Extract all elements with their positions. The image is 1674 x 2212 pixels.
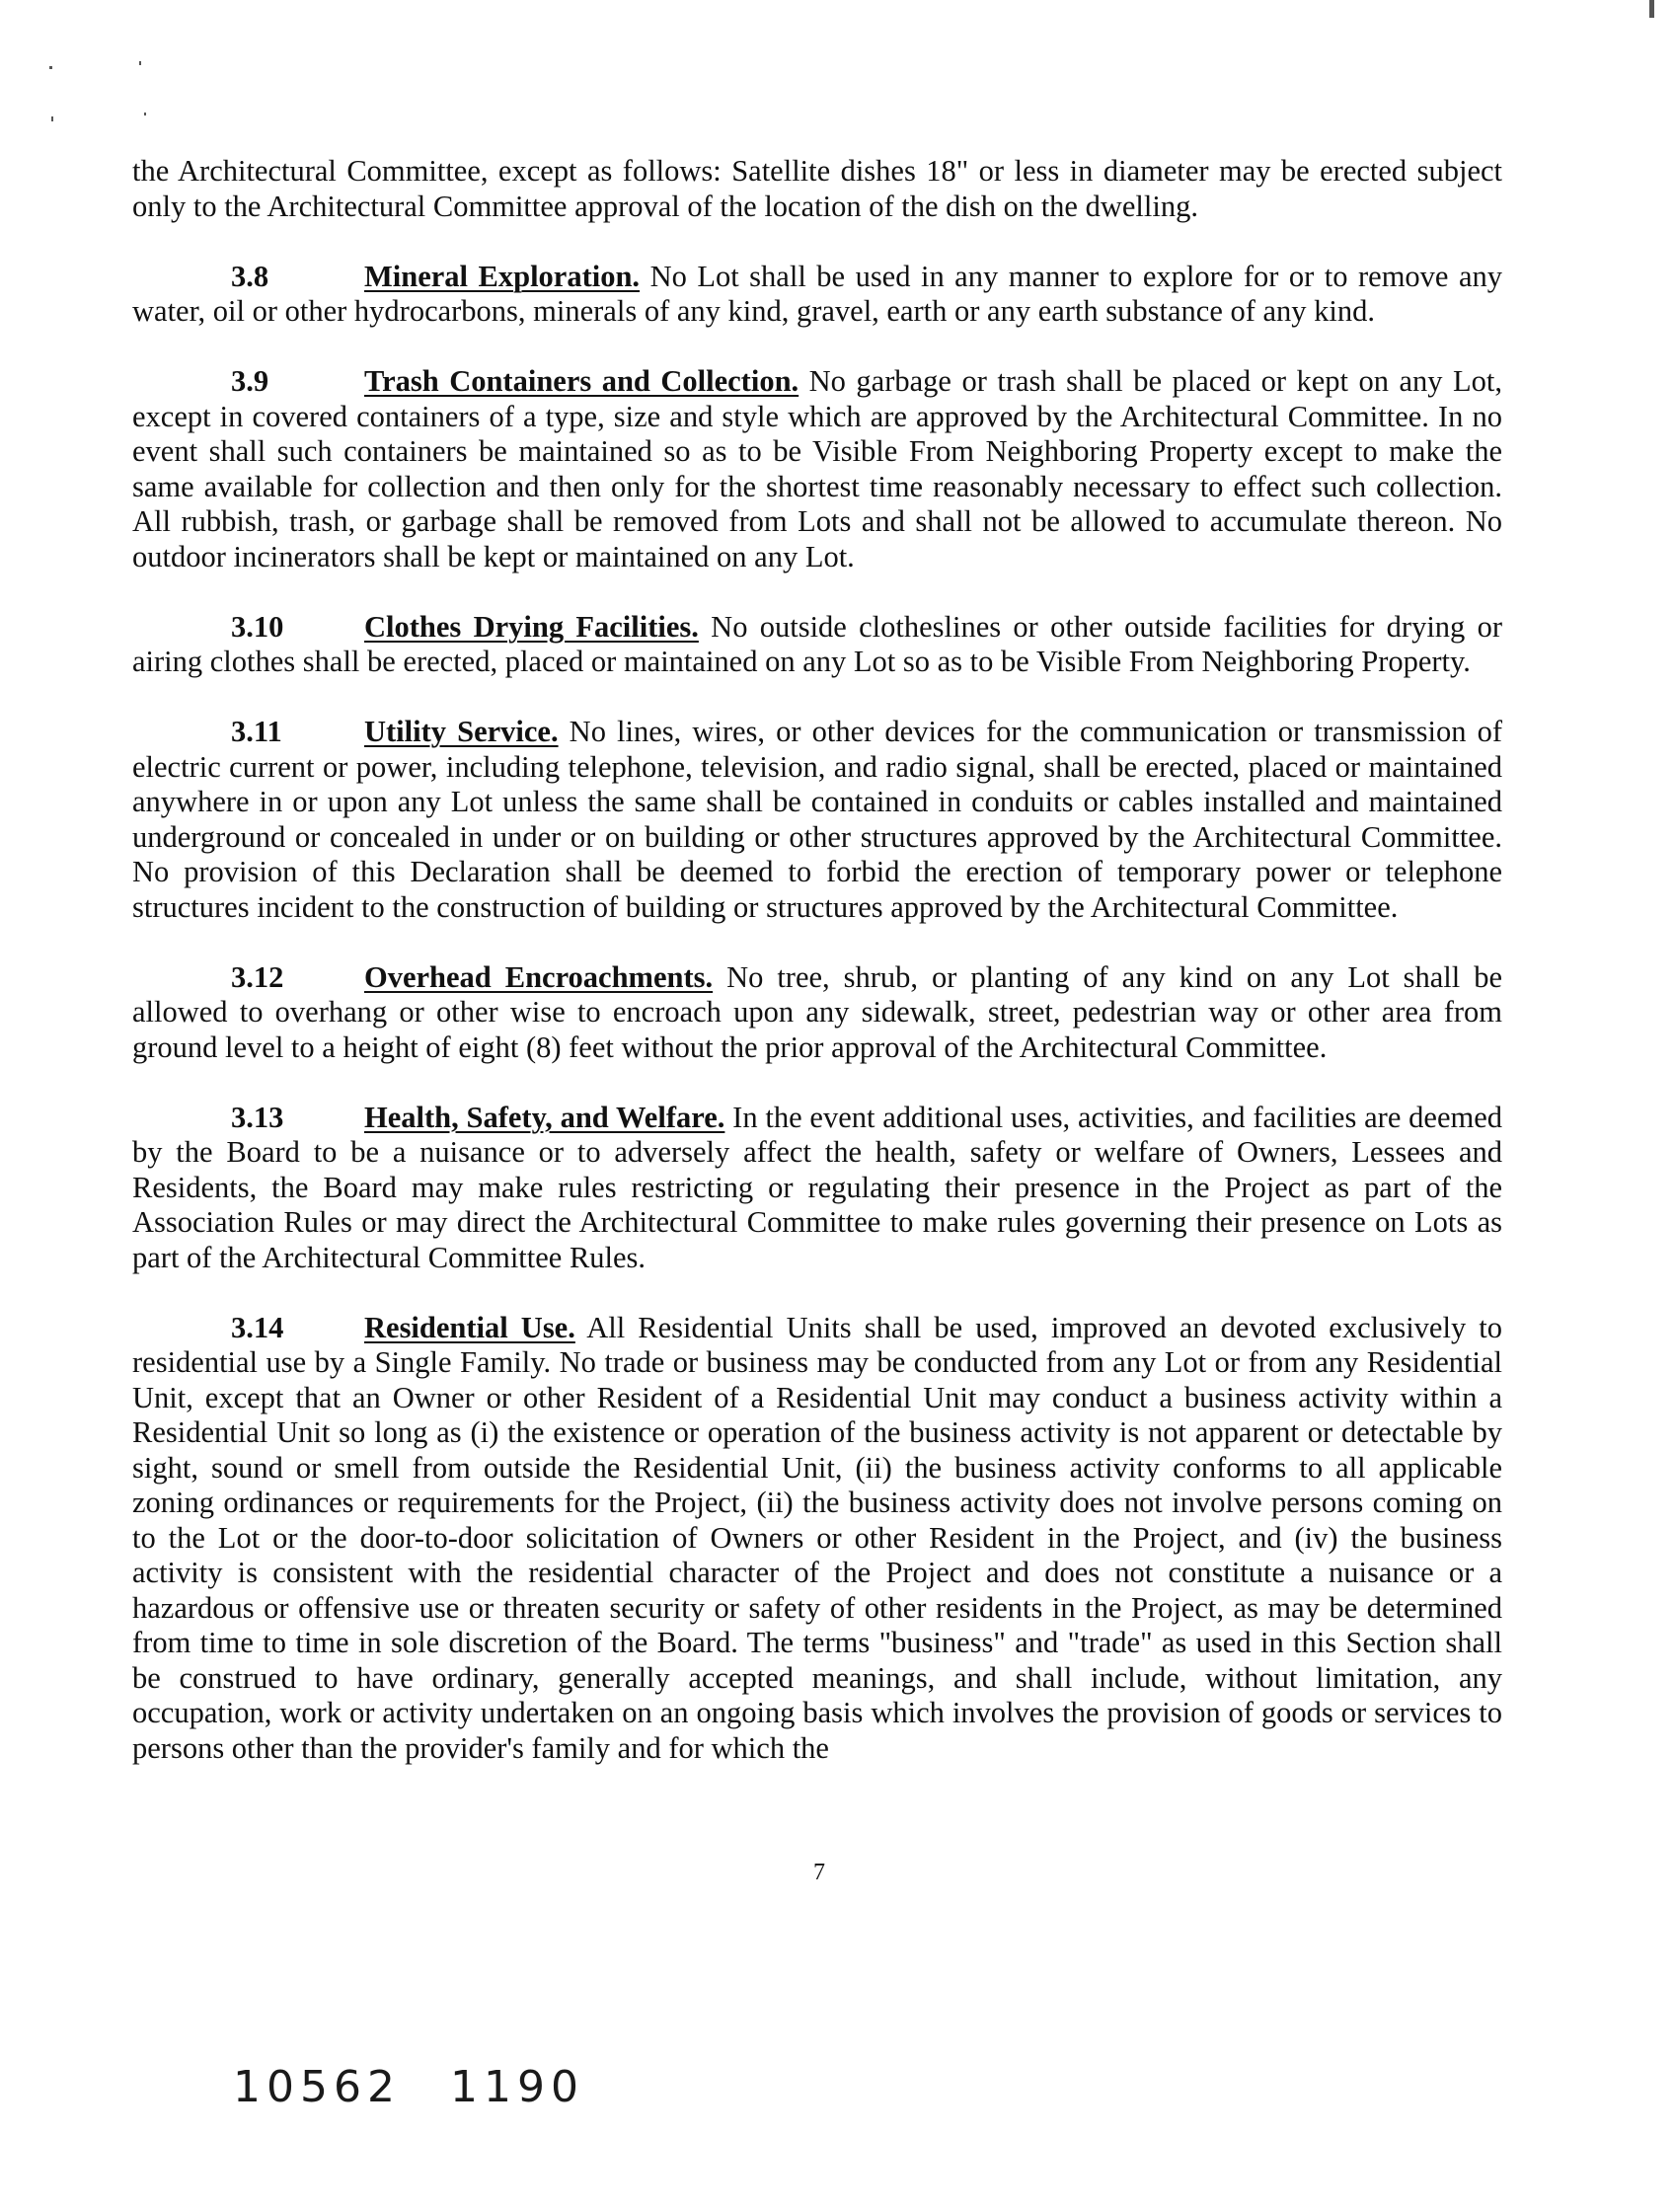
section-text: No tree, shrub, or planting of any kind on any Lot shall be allowed to overhang or other wise to encroach upon any sidewalk, street, pedestrian way or other area from ground level to a height of eight (8) feet without the prior approval of the Architectural Committee. (132, 959, 1503, 1064)
recording-stamp (233, 2063, 584, 2112)
scan-speck (139, 61, 141, 65)
section-title: Trash Containers and Collection. (364, 364, 799, 398)
page-number: 7 (813, 1860, 825, 1885)
scan-speck (49, 66, 52, 69)
recording-page-number: 1190 (449, 2062, 584, 2112)
scan-speck (144, 113, 146, 115)
section-3-9 (132, 364, 1502, 574)
document-body (132, 154, 1502, 1801)
section-title: Utility Service. (364, 715, 559, 748)
section-3-14 (132, 1311, 1502, 1767)
section-3-11 (132, 715, 1502, 925)
section-title: Mineral Exploration. (364, 259, 641, 293)
section-number: 3.9 (231, 364, 269, 398)
section-number: 3.12 (231, 959, 284, 994)
section-3-13 (132, 1101, 1502, 1276)
section-number: 3.13 (231, 1100, 284, 1134)
section-text: All Residential Units shall be used, improved an devoted exclusively to residential use by a Single Family. No trade or business may be conducted from any Lot or from any Residential Unit, except that an Owner or other Resident of a Residential Unit may conduct a business activity within a Residential Unit so long as (i) the existence or operation of the business activity is not apparent or detectable by sight, sound or smell from outside the Residential Unit, (ii) the business activity conforms to all applicable zoning ordinances or requirements for the Project, (ii) the business activity does not involve persons coming on to the Lot or the door-to-door solicitation of Owners or other Resident in the Project, and (iv) the business activity is consistent with the residential character of the Project and does not constitute a nuisance or a hazardous or offensive use or threaten security or safety of other residents in the Project, as may be determined from time to time in sole discretion of the Board. The terms "business" and "trade" as used in this Section shall be construed to have ordinary, generally accepted meanings, and shall include, without limitation, any occupation, work or activity undertaken on an ongoing basis which involves the provision of goods or services to persons other than the provider's family and for which the (132, 1310, 1502, 1765)
section-number: 3.8 (231, 259, 269, 293)
scan-speck (1649, 0, 1654, 18)
section-number: 3.14 (231, 1310, 284, 1344)
section-text: No Lot shall be used in any manner to explore for or to remove any water, oil or other hydrocarbons, minerals of any kind, gravel, earth or any earth substance of any kind. (132, 259, 1503, 328)
section-text: No lines, wires, or other devices for the communication or transmission of electric current or power, including telephone, television, and radio signal, shall be erected, placed or maintained anywhere in or upon any Lot unless the same shall be contained in conduits or cables installed and maintained underground or concealed in under or on building or other structures approved by the Architectural Committee. No provision of this Declaration shall be deemed to forbid the erection of temporary power or telephone structures incident to the construction of building or structures approved by the Architectural Committee. (132, 715, 1502, 924)
section-3-8 (132, 260, 1502, 330)
section-3-12 (132, 960, 1502, 1066)
recording-book-number: 10562 (233, 2062, 401, 2112)
section-text: No outside clotheslines or other outside facilities for drying or airing clothes shall be erected, placed or maintained on any Lot so as to be Visible From Neighboring Property. (132, 609, 1502, 678)
section-number: 3.10 (231, 609, 284, 644)
opening-paragraph: the Architectural Committee, except as follows: Satellite dishes 18" or less in diameter may be erected subject only to the Architectural Committee approval of the location of the dish on the dwelling. (132, 154, 1502, 223)
section-number: 3.11 (231, 715, 282, 748)
section-title: Residential Use. (364, 1310, 575, 1344)
section-text: In the event additional uses, activities, and facilities are deemed by the Board to be a nuisance or to adversely affect the health, safety or welfare of Owners, Lessees and Residents, the Board may make rules restricting or regulating their presence in the Project as part of the Association Rules or may direct the Architectural Committee to make rules governing their presence on Lots as part of the Architectural Committee Rules. (132, 1100, 1502, 1274)
scan-speck (51, 116, 53, 121)
section-title: Clothes Drying Facilities. (364, 609, 699, 644)
section-title: Health, Safety, and Welfare. (364, 1100, 725, 1134)
section-text: No garbage or trash shall be placed or kept on any Lot, except in covered containers of a type, size and style which are approved by the Architectural Committee. In no event shall such containers be maintained so as to be Visible From Neighboring Property except to make the same available for collection and then only for the shortest time reasonably necessary to effect such collection. All rubbish, trash, or garbage shall be removed from Lots and shall not be allowed to accumulate thereon. No outdoor incinerators shall be kept or maintained on any Lot. (132, 364, 1503, 573)
section-title: Overhead Encroachments. (364, 959, 714, 994)
section-3-10 (132, 610, 1502, 680)
